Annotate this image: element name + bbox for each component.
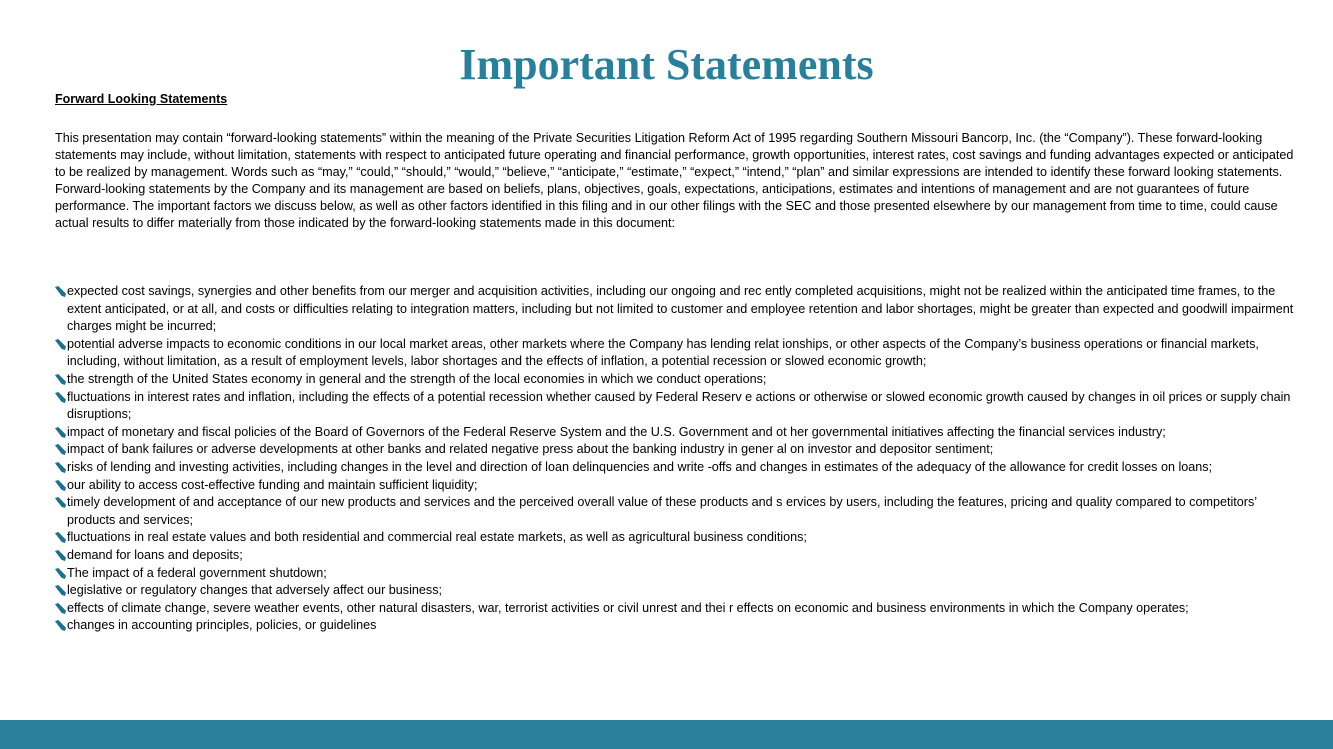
bullet-item — [55, 565, 1305, 583]
bullet-item — [55, 494, 1305, 529]
bullet-text: legislative or regulatory changes that adversely affect our business; — [67, 583, 442, 598]
arrow-bullet-icon — [55, 568, 66, 579]
intro-paragraph: This presentation may contain “forward-looking statements” within the meaning of the Private Securities Litigation Reform Act of 1995 regarding Southern Missouri Bancorp, Inc. (the “Company”). These forward-looking statements may include, without limitation, statements with respect to anticipated future operating and financial performance, growth opportunities, interest rates, cost savings and funding advantages expected or anticipated to be realized by management. Words such as “may,” “could,” “should,” “would,” “believe,” “anticipate,” “estimate,” “expect,” “intend,” “plan” and similar expressions are intended to identify these forward looking statements. Forward-looking statements by the Company and its management are based on beliefs, plans, objectives, goals, expectations, anticipations, estimates and intentions of management and are not guarantees of future performance. The important factors we discuss below, as well as other factors identified in this filing and in our other filings with the SEC and those presented elsewhere by our management from time to time, could cause actual results to differ materially from those indicated by the forward-looking statements made in this document: — [55, 131, 1294, 230]
bullet-text: our ability to access cost-effective funding and maintain sufficient liquidity; — [67, 477, 478, 492]
arrow-bullet-icon — [55, 480, 66, 491]
arrow-bullet-icon — [55, 497, 66, 508]
arrow-bullet-icon — [55, 392, 66, 403]
bullet-list — [55, 283, 1305, 635]
bullet-text: the strength of the United States economy in general and the strength of the local economies in which we conduct operations; — [67, 371, 767, 386]
bullet-text: demand for loans and deposits; — [67, 547, 243, 562]
bullet-item — [55, 459, 1305, 477]
arrow-bullet-icon — [55, 444, 66, 455]
arrow-bullet-icon — [55, 603, 66, 614]
arrow-bullet-icon — [55, 585, 66, 596]
bullet-text: The impact of a federal government shutdown; — [67, 565, 327, 580]
arrow-bullet-icon — [55, 532, 66, 543]
bullet-item — [55, 529, 1305, 547]
arrow-bullet-icon — [55, 374, 66, 385]
arrow-bullet-icon — [55, 462, 66, 473]
arrow-bullet-icon — [55, 427, 66, 438]
bullet-item — [55, 617, 1305, 635]
footer-bar — [0, 720, 1333, 749]
bullet-item — [55, 441, 1305, 459]
bullet-item — [55, 336, 1305, 371]
bullet-item — [55, 371, 1305, 389]
bullet-item — [55, 582, 1305, 600]
bullet-text: fluctuations in real estate values and both residential and commercial real estate markets, as well as agricultural business conditions; — [67, 530, 807, 545]
bullet-item — [55, 477, 1305, 495]
bullet-item — [55, 547, 1305, 565]
bullet-text: risks of lending and investing activities, including changes in the level and direction of loan delinquencies and write -offs and changes in estimates of the adequacy of the allowance for credit losses on loans; — [67, 459, 1213, 474]
bullet-item — [55, 600, 1305, 618]
bullet-text: fluctuations in interest rates and inflation, including the effects of a potential recession whether caused by Federal Reserv e actions or otherwise or slowed economic growth caused by changes in oil prices or supply chain disruptions; — [67, 389, 1291, 422]
bullet-text: effects of climate change, severe weather events, other natural disasters, war, terrorist activities or civil unrest and thei r effects on economic and business environments in which the Company operates; — [67, 600, 1189, 615]
bullet-item — [55, 389, 1305, 424]
bullet-item — [55, 424, 1305, 442]
bullet-text: potential adverse impacts to economic conditions in our local market areas, other markets where the Company has lending relat ionships, or other aspects of the Company’s business operations or financial markets, including, without limitation, as a result of employment levels, labor shortages and the effects of inflation, a potential recession or slowed economic growth; — [67, 336, 1259, 369]
arrow-bullet-icon — [55, 550, 66, 561]
page-title: Important Statements — [459, 40, 874, 89]
arrow-bullet-icon — [55, 620, 66, 631]
bullet-text: impact of bank failures or adverse developments at other banks and related negative press about the banking industry in gener al on investor and depositor sentiment; — [67, 442, 994, 457]
bullet-text: expected cost savings, synergies and other benefits from our merger and acquisition activities, including our ongoing and rec ently completed acquisitions, might not be realized within the anticipated time frames, to the extent anticipated, or at all, and costs or difficulties relating to integration matters, including but not limited to customer and employee retention and labor shortages, might be greater than expected and goodwill impairment charges might be incurred; — [67, 284, 1294, 334]
bullet-text: impact of monetary and fiscal policies of the Board of Governors of the Federal Reserve System and the U.S. Government and ot her governmental initiatives affecting the financial services industry; — [67, 424, 1166, 439]
bullet-item — [55, 283, 1305, 336]
bullet-text: changes in accounting principles, policies, or guidelines — [67, 618, 377, 633]
bullet-text: timely development of and acceptance of our new products and services and the perceived overall value of these products and s ervices by users, including the features, pricing and quality compared to competitors’ products and services; — [67, 495, 1257, 527]
arrow-bullet-icon — [55, 339, 66, 350]
section-subheading: Forward Looking Statements — [55, 92, 228, 106]
arrow-bullet-icon — [55, 286, 66, 297]
